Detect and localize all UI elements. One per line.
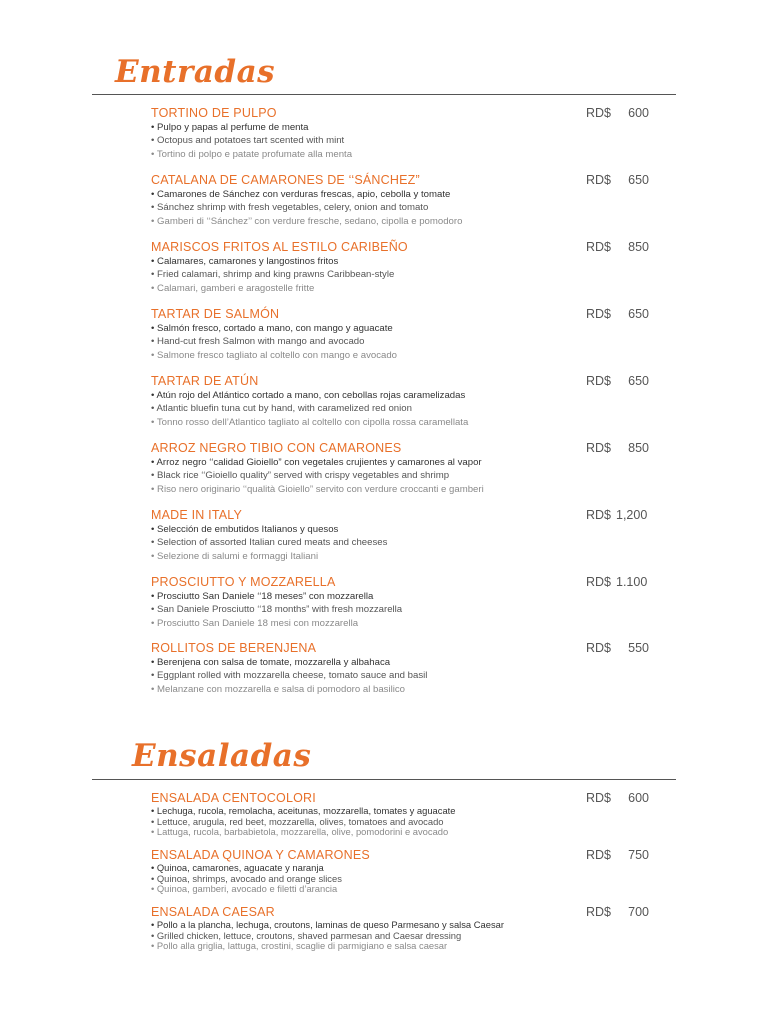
item-desc-en: • Eggplant rolled with mozzarella cheese, tomato sauce and basil: [151, 670, 428, 682]
menu-item: [151, 640, 651, 696]
item-desc-es: • Quinoa, camarones, aguacate y naranja: [151, 862, 324, 873]
price-currency: RD$: [586, 240, 612, 254]
item-desc-it: • Tonno rosso dell’Atlantico tagliato al coltello con cipolla rossa caramellata: [151, 416, 469, 428]
section-divider: [92, 779, 676, 780]
item-price: [586, 440, 649, 456]
item-desc-en: • Octopus and potatoes tart scented with mint: [151, 135, 345, 147]
price-currency: RD$: [586, 791, 612, 805]
item-desc-en: • Grilled chicken, lettuce, croutons, shaved parmesan and Caesar dressing: [151, 929, 462, 941]
price-currency: RD$: [586, 508, 612, 522]
item-desc-en: • Quinoa, shrimps, avocado and orange slices: [151, 872, 342, 884]
item-desc-en: • Sánchez shrimp with fresh vegetables, celery, onion and tomato: [151, 202, 429, 214]
item-desc-es: • Selección de embutidos Italianos y quesos: [151, 524, 339, 535]
item-price: [586, 105, 649, 121]
item-price: [586, 507, 649, 523]
item-desc-it: • Pollo alla griglia, lattuga, crostini, scaglie di parmigiano e salsa caesar: [151, 940, 448, 952]
item-desc-es: • Pulpo y papas al perfume de menta: [151, 122, 309, 133]
item-name: TARTAR DE ATÚN: [151, 374, 259, 388]
item-desc-en: • Black rice ‘‘Gioiello quality” served with crispy vegetables and shrimp: [151, 470, 450, 482]
price-currency: RD$: [586, 441, 612, 455]
item-desc-it: • Quinoa, gamberi, avocado e filetti d’arancia: [151, 883, 338, 895]
menu-item: [151, 172, 651, 228]
item-name: TORTINO DE PULPO: [151, 106, 277, 120]
item-desc-es: • Lechuga, rucola, remolacha, aceitunas, mozzarella, tomates y aguacate: [151, 805, 456, 816]
item-desc-it: • Prosciutto San Daniele 18 mesi con mozzarella: [151, 617, 359, 629]
menu-item: [151, 373, 651, 429]
item-name: ENSALADA QUINOA Y CAMARONES: [151, 848, 370, 862]
item-desc-en: • Selection of assorted Italian cured meats and cheeses: [151, 537, 388, 549]
item-desc-es: • Arroz negro ‘‘calidad Gioiello” con vegetales crujientes y camarones al vapor: [151, 457, 482, 468]
price-amount: 1,200: [616, 508, 648, 522]
menu-item: [151, 239, 651, 295]
item-name: ARROZ NEGRO TIBIO CON CAMARONES: [151, 441, 402, 455]
item-desc-en: • Atlantic bluefin tuna cut by hand, with caramelized red onion: [151, 403, 412, 415]
item-desc-es: • Berenjena con salsa de tomate, mozzarella y albahaca: [151, 657, 391, 668]
price-amount: 850: [628, 441, 649, 455]
item-name: ENSALADA CAESAR: [151, 905, 275, 919]
item-desc-es: • Atún rojo del Atlántico cortado a mano, con cebollas rojas caramelizadas: [151, 390, 466, 401]
item-desc-it: • Calamari, gamberi e aragostelle fritte: [151, 282, 315, 294]
item-price: [586, 847, 649, 863]
price-currency: RD$: [586, 575, 612, 589]
item-name: TARTAR DE SALMÓN: [151, 307, 280, 321]
item-desc-es: • Calamares, camarones y langostinos fritos: [151, 256, 339, 267]
price-amount: 850: [628, 240, 649, 254]
item-desc-it: • Riso nero originario ‘‘qualità Gioiello” servito con verdure croccanti e gamberi: [151, 483, 484, 495]
item-desc-es: • Salmón fresco, cortado a mano, con mango y aguacate: [151, 323, 393, 334]
item-price: [586, 640, 649, 656]
price-amount: 600: [628, 791, 649, 805]
item-name: MADE IN ITALY: [151, 508, 243, 522]
item-desc-it: • Selezione di salumi e formaggi Italiani: [151, 550, 319, 562]
menu-item: [151, 306, 651, 362]
price-currency: RD$: [586, 374, 612, 388]
item-price: [586, 574, 649, 590]
menu-item: [151, 105, 651, 161]
price-currency: RD$: [586, 848, 612, 862]
item-name: PROSCIUTTO Y MOZZARELLA: [151, 575, 336, 589]
menu-item: [151, 440, 651, 496]
price-amount: 700: [628, 905, 649, 919]
price-amount: 650: [628, 307, 649, 321]
item-desc-it: • Gamberi di ‘‘Sánchez’’ con verdure fresche, sedano, cipolla e pomodoro: [151, 215, 463, 227]
price-amount: 650: [628, 374, 649, 388]
item-price: [586, 239, 649, 255]
menu-item: [151, 847, 651, 895]
price-amount: 600: [628, 106, 649, 120]
item-desc-en: • Hand-cut fresh Salmon with mango and avocado: [151, 336, 365, 348]
item-desc-it: • Lattuga, rucola, barbabietola, mozzarella, olive, pomodorini e avocado: [151, 826, 449, 838]
section-title-entradas: Entradas: [115, 54, 276, 90]
item-desc-en: • Fried calamari, shrimp and king prawns Caribbean-style: [151, 269, 395, 281]
item-desc-es: • Prosciutto San Daniele ‘‘18 meses” con mozzarella: [151, 591, 374, 602]
item-price: [586, 373, 649, 389]
item-name: MARISCOS FRITOS AL ESTILO CARIBEÑO: [151, 240, 408, 254]
item-name: ENSALADA CENTOCOLORI: [151, 791, 316, 805]
price-currency: RD$: [586, 641, 612, 655]
price-currency: RD$: [586, 173, 612, 187]
price-amount: 650: [628, 173, 649, 187]
price-amount: 1.100: [616, 575, 648, 589]
item-price: [586, 904, 649, 920]
section-divider: [92, 94, 676, 95]
item-desc-es: • Camarones de Sánchez con verduras frescas, apio, cebolla y tomate: [151, 189, 451, 200]
price-currency: RD$: [586, 905, 612, 919]
menu-item: [151, 507, 651, 563]
price-amount: 750: [628, 848, 649, 862]
menu-item: [151, 574, 651, 630]
price-currency: RD$: [586, 106, 612, 120]
item-desc-it: • Salmone fresco tagliato al coltello con mango e avocado: [151, 349, 398, 361]
item-desc-it: • Tortino di polpo e patate profumate alla menta: [151, 148, 353, 160]
item-desc-en: • Lettuce, arugula, red beet, mozzarella, olives, tomatoes and avocado: [151, 815, 444, 827]
item-name: ROLLITOS DE BERENJENA: [151, 641, 317, 655]
item-name: CATALANA DE CAMARONES DE ‘‘SÁNCHEZ”: [151, 173, 420, 187]
price-currency: RD$: [586, 307, 612, 321]
item-desc-es: • Pollo a la plancha, lechuga, croutons, laminas de queso Parmesano y salsa Caesar: [151, 919, 504, 930]
item-desc-it: • Melanzane con mozzarella e salsa di pomodoro al basilico: [151, 683, 405, 695]
item-price: [586, 172, 649, 188]
menu-item: [151, 790, 651, 838]
section-title-ensaladas: Ensaladas: [132, 738, 312, 774]
price-amount: 550: [628, 641, 649, 655]
item-price: [586, 306, 649, 322]
menu-item: [151, 904, 651, 952]
item-desc-en: • San Daniele Prosciutto ‘‘18 months” with fresh mozzarella: [151, 604, 403, 616]
item-price: [586, 790, 649, 806]
